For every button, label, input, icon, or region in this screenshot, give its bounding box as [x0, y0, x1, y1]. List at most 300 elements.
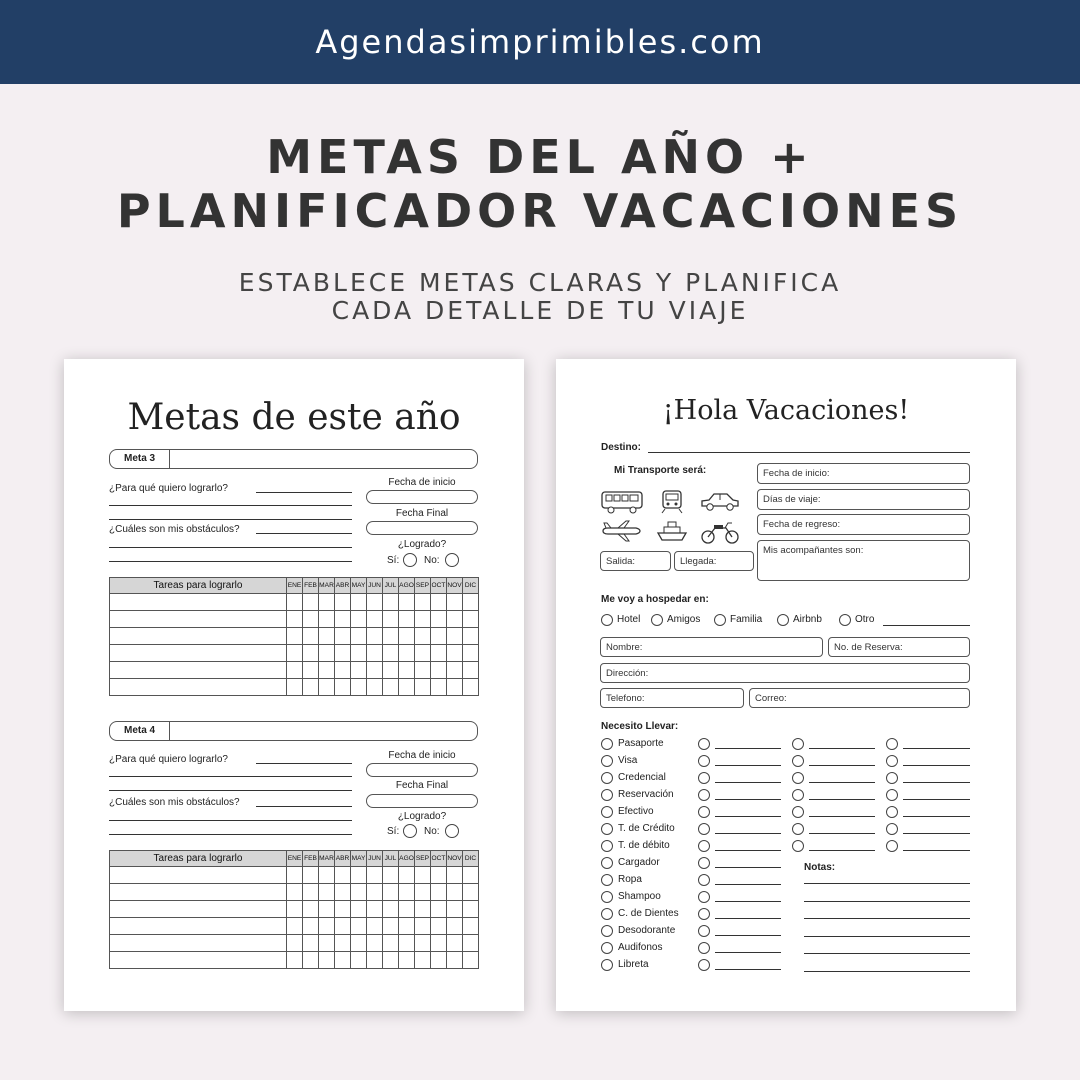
month-cell[interactable] — [447, 918, 463, 935]
stay-other-field[interactable] — [883, 625, 970, 626]
no-checkbox[interactable] — [445, 824, 459, 838]
month-cell[interactable] — [351, 918, 367, 935]
blank-packing-checkbox[interactable] — [698, 908, 710, 920]
month-cell[interactable] — [399, 901, 415, 918]
month-cell[interactable] — [447, 611, 463, 628]
month-cell[interactable] — [287, 594, 303, 611]
blank-packing-line[interactable] — [903, 833, 970, 834]
blank-packing-line[interactable] — [809, 833, 875, 834]
task-cell[interactable] — [110, 918, 287, 935]
month-cell[interactable] — [335, 935, 351, 952]
stay-option-checkbox[interactable] — [601, 614, 613, 626]
month-cell[interactable] — [463, 884, 479, 901]
month-cell[interactable] — [319, 628, 335, 645]
task-cell[interactable] — [110, 884, 287, 901]
table-row — [110, 884, 479, 901]
blank-packing-line[interactable] — [903, 782, 970, 783]
companions-field[interactable] — [757, 540, 970, 581]
packing-checkbox[interactable] — [601, 789, 613, 801]
stay-option-checkbox[interactable] — [839, 614, 851, 626]
month-cell[interactable] — [335, 884, 351, 901]
end-date-label: Fecha Final — [395, 508, 449, 519]
month-header: JUN — [367, 851, 383, 867]
blank-packing-line[interactable] — [715, 850, 781, 851]
month-cell[interactable] — [351, 645, 367, 662]
plane-icon — [600, 519, 642, 543]
task-cell[interactable] — [110, 628, 287, 645]
month-cell[interactable] — [367, 594, 383, 611]
notes-line[interactable] — [804, 953, 970, 954]
packing-item-label: C. de Dientes — [618, 908, 679, 919]
departure-field[interactable] — [600, 551, 671, 571]
task-cell[interactable] — [110, 594, 287, 611]
month-cell[interactable] — [287, 628, 303, 645]
month-cell[interactable] — [415, 935, 431, 952]
blank-packing-line[interactable] — [715, 901, 781, 902]
vacation-page — [556, 359, 1016, 1011]
address-field[interactable] — [600, 663, 970, 683]
notes-line[interactable] — [804, 936, 970, 937]
packing-checkbox[interactable] — [601, 908, 613, 920]
blank-packing-checkbox[interactable] — [886, 755, 898, 767]
blank-packing-line[interactable] — [903, 748, 970, 749]
blank-packing-checkbox[interactable] — [792, 789, 804, 801]
blank-packing-line[interactable] — [715, 765, 781, 766]
month-cell[interactable] — [287, 935, 303, 952]
month-cell[interactable] — [367, 901, 383, 918]
month-cell[interactable] — [351, 662, 367, 679]
month-cell[interactable] — [383, 935, 399, 952]
return-date-field[interactable] — [757, 514, 970, 535]
packing-item-label: Shampoo — [618, 891, 661, 902]
month-cell[interactable] — [431, 611, 447, 628]
month-cell[interactable] — [447, 952, 463, 969]
transport-label: Mi Transporte será: — [614, 465, 707, 476]
month-cell[interactable] — [383, 901, 399, 918]
blank-packing-line[interactable] — [903, 816, 970, 817]
destination-field[interactable] — [648, 452, 970, 453]
packing-item-label: T. de débito — [618, 840, 670, 851]
stay-option-label: Amigos — [667, 614, 701, 625]
table-row — [110, 662, 479, 679]
blank-packing-checkbox[interactable] — [698, 823, 710, 835]
task-cell[interactable] — [110, 952, 287, 969]
month-cell[interactable] — [399, 884, 415, 901]
goal-name-field[interactable] — [109, 721, 478, 741]
month-cell[interactable] — [287, 884, 303, 901]
month-cell[interactable] — [367, 662, 383, 679]
packing-checkbox[interactable] — [601, 806, 613, 818]
packing-checkbox[interactable] — [601, 891, 613, 903]
blank-packing-line[interactable] — [715, 748, 781, 749]
month-cell[interactable] — [399, 594, 415, 611]
blank-packing-line[interactable] — [715, 799, 781, 800]
month-cell[interactable] — [351, 884, 367, 901]
month-cell[interactable] — [463, 867, 479, 884]
month-cell[interactable] — [415, 611, 431, 628]
month-cell[interactable] — [319, 952, 335, 969]
month-cell[interactable] — [431, 645, 447, 662]
blank-packing-checkbox[interactable] — [698, 857, 710, 869]
blank-packing-checkbox[interactable] — [698, 942, 710, 954]
packing-checkbox[interactable] — [601, 959, 613, 971]
month-cell[interactable] — [303, 594, 319, 611]
month-header: MAR — [319, 851, 335, 867]
blank-packing-line[interactable] — [809, 782, 875, 783]
month-cell[interactable] — [399, 662, 415, 679]
month-cell[interactable] — [367, 867, 383, 884]
month-cell[interactable] — [319, 645, 335, 662]
notes-line[interactable] — [804, 883, 970, 884]
yes-checkbox[interactable] — [403, 824, 417, 838]
month-cell[interactable] — [383, 662, 399, 679]
obstacles-question: ¿Cuáles son mis obstáculos? — [109, 524, 240, 535]
month-cell[interactable] — [463, 611, 479, 628]
blank-packing-checkbox[interactable] — [886, 772, 898, 784]
stay-option-checkbox[interactable] — [714, 614, 726, 626]
month-cell[interactable] — [367, 884, 383, 901]
month-cell[interactable] — [383, 918, 399, 935]
tasks-header: Tareas para lograrlo — [110, 851, 287, 867]
task-cell[interactable] — [110, 679, 287, 696]
month-cell[interactable] — [367, 918, 383, 935]
month-cell[interactable] — [303, 935, 319, 952]
month-cell[interactable] — [447, 901, 463, 918]
month-cell[interactable] — [383, 952, 399, 969]
month-header: MAY — [351, 851, 367, 867]
yes-checkbox[interactable] — [403, 553, 417, 567]
month-cell[interactable] — [367, 645, 383, 662]
month-cell[interactable] — [287, 867, 303, 884]
blank-packing-line[interactable] — [809, 850, 875, 851]
month-cell[interactable] — [335, 628, 351, 645]
blank-packing-line[interactable] — [809, 748, 875, 749]
month-cell[interactable] — [287, 901, 303, 918]
month-cell[interactable] — [303, 679, 319, 696]
month-cell[interactable] — [399, 645, 415, 662]
month-cell[interactable] — [383, 645, 399, 662]
task-cell[interactable] — [110, 611, 287, 628]
blank-packing-line[interactable] — [809, 816, 875, 817]
month-cell[interactable] — [431, 679, 447, 696]
blank-packing-checkbox[interactable] — [792, 840, 804, 852]
notes-line[interactable] — [804, 901, 970, 902]
blank-packing-checkbox[interactable] — [698, 789, 710, 801]
start-date-field[interactable] — [366, 763, 478, 777]
packing-checkbox[interactable] — [601, 925, 613, 937]
blank-packing-line[interactable] — [715, 952, 781, 953]
month-cell[interactable] — [319, 884, 335, 901]
month-cell[interactable] — [335, 611, 351, 628]
blank-packing-checkbox[interactable] — [792, 806, 804, 818]
month-header: OCT — [431, 851, 447, 867]
task-cell[interactable] — [110, 645, 287, 662]
month-cell[interactable] — [367, 628, 383, 645]
packing-item-label: Cargador — [618, 857, 660, 868]
month-cell[interactable] — [319, 918, 335, 935]
month-cell[interactable] — [319, 901, 335, 918]
blank-packing-checkbox[interactable] — [792, 772, 804, 784]
month-cell[interactable] — [319, 867, 335, 884]
month-cell[interactable] — [287, 645, 303, 662]
purpose-question: ¿Para qué quiero lograrlo? — [109, 483, 228, 494]
month-cell[interactable] — [383, 628, 399, 645]
packing-checkbox[interactable] — [601, 840, 613, 852]
month-cell[interactable] — [399, 679, 415, 696]
reservation-number-field[interactable] — [828, 637, 970, 657]
blank-packing-line[interactable] — [715, 969, 781, 970]
packing-checkbox[interactable] — [601, 857, 613, 869]
month-cell[interactable] — [415, 901, 431, 918]
month-cell[interactable] — [399, 918, 415, 935]
stay-option-checkbox[interactable] — [777, 614, 789, 626]
month-cell[interactable] — [303, 901, 319, 918]
no-checkbox[interactable] — [445, 553, 459, 567]
month-cell[interactable] — [447, 867, 463, 884]
month-cell[interactable] — [303, 611, 319, 628]
arrival-field[interactable] — [674, 551, 754, 571]
month-cell[interactable] — [319, 594, 335, 611]
month-cell[interactable] — [415, 867, 431, 884]
month-cell[interactable] — [463, 679, 479, 696]
packing-checkbox[interactable] — [601, 942, 613, 954]
blank-packing-line[interactable] — [809, 799, 875, 800]
month-cell[interactable] — [335, 594, 351, 611]
month-cell[interactable] — [367, 611, 383, 628]
month-cell[interactable] — [447, 594, 463, 611]
packing-checkbox[interactable] — [601, 823, 613, 835]
month-cell[interactable] — [431, 867, 447, 884]
month-header: SEP — [415, 851, 431, 867]
yes-label: Sí: — [387, 826, 400, 837]
month-cell[interactable] — [335, 662, 351, 679]
packing-checkbox[interactable] — [601, 772, 613, 784]
packing-item-label: T. de Crédito — [618, 823, 675, 834]
blank-packing-line[interactable] — [809, 765, 875, 766]
blank-packing-checkbox[interactable] — [886, 789, 898, 801]
blank-packing-line[interactable] — [903, 850, 970, 851]
month-cell[interactable] — [383, 679, 399, 696]
month-cell[interactable] — [335, 952, 351, 969]
month-cell[interactable] — [351, 611, 367, 628]
reservation-number-label: No. de Reserva: — [834, 642, 903, 653]
purpose-question: ¿Para qué quiero lograrlo? — [109, 754, 228, 765]
blank-packing-line[interactable] — [715, 867, 781, 868]
blank-packing-checkbox[interactable] — [792, 823, 804, 835]
month-cell[interactable] — [303, 628, 319, 645]
month-cell[interactable] — [367, 952, 383, 969]
month-cell[interactable] — [303, 662, 319, 679]
month-cell[interactable] — [383, 884, 399, 901]
month-cell[interactable] — [335, 645, 351, 662]
month-cell[interactable] — [463, 662, 479, 679]
notes-line[interactable] — [804, 971, 970, 972]
blank-packing-line[interactable] — [903, 765, 970, 766]
month-cell[interactable] — [399, 628, 415, 645]
hero-subtitle-line2: CADA DETALLE DE TU VIAJE — [331, 296, 749, 325]
site-banner — [0, 0, 1080, 84]
month-cell[interactable] — [415, 662, 431, 679]
goals-page-title: Metas de este año — [127, 397, 461, 438]
blank-packing-checkbox[interactable] — [886, 806, 898, 818]
month-cell[interactable] — [463, 918, 479, 935]
month-cell[interactable] — [447, 935, 463, 952]
blank-packing-line[interactable] — [715, 816, 781, 817]
month-cell[interactable] — [335, 679, 351, 696]
month-cell[interactable] — [383, 594, 399, 611]
blank-packing-checkbox[interactable] — [698, 959, 710, 971]
stay-option-checkbox[interactable] — [651, 614, 663, 626]
month-cell[interactable] — [351, 594, 367, 611]
blank-packing-line[interactable] — [715, 833, 781, 834]
month-cell[interactable] — [351, 935, 367, 952]
notes-line[interactable] — [804, 918, 970, 919]
month-cell[interactable] — [415, 884, 431, 901]
blank-packing-line[interactable] — [715, 935, 781, 936]
month-cell[interactable] — [463, 594, 479, 611]
month-cell[interactable] — [463, 628, 479, 645]
month-cell[interactable] — [447, 662, 463, 679]
month-cell[interactable] — [399, 935, 415, 952]
month-cell[interactable] — [415, 628, 431, 645]
month-cell[interactable] — [463, 952, 479, 969]
packing-checkbox[interactable] — [601, 738, 613, 750]
task-cell[interactable] — [110, 662, 287, 679]
month-cell[interactable] — [415, 594, 431, 611]
month-cell[interactable] — [399, 952, 415, 969]
start-date-field[interactable] — [757, 463, 970, 484]
month-cell[interactable] — [287, 679, 303, 696]
blank-packing-line[interactable] — [903, 799, 970, 800]
month-cell[interactable] — [303, 645, 319, 662]
month-cell[interactable] — [351, 628, 367, 645]
month-cell[interactable] — [335, 901, 351, 918]
site-name: Agendasimprimibles.com — [315, 23, 765, 61]
blank-packing-checkbox[interactable] — [698, 891, 710, 903]
month-cell[interactable] — [287, 918, 303, 935]
month-header: ENE — [287, 578, 303, 594]
packing-checkbox[interactable] — [601, 755, 613, 767]
month-cell[interactable] — [319, 935, 335, 952]
month-cell[interactable] — [415, 918, 431, 935]
table-row — [110, 594, 479, 611]
start-date-label: Fecha de inicio: — [763, 468, 830, 479]
blank-packing-line[interactable] — [715, 884, 781, 885]
blank-packing-checkbox[interactable] — [886, 738, 898, 750]
end-date-field[interactable] — [366, 794, 478, 808]
table-row — [110, 679, 479, 696]
blank-packing-checkbox[interactable] — [792, 755, 804, 767]
task-cell[interactable] — [110, 901, 287, 918]
blank-packing-checkbox[interactable] — [698, 925, 710, 937]
month-cell[interactable] — [431, 594, 447, 611]
blank-packing-line[interactable] — [715, 918, 781, 919]
month-cell[interactable] — [303, 867, 319, 884]
month-cell[interactable] — [351, 901, 367, 918]
month-cell[interactable] — [415, 952, 431, 969]
month-cell[interactable] — [431, 952, 447, 969]
month-cell[interactable] — [351, 867, 367, 884]
month-cell[interactable] — [399, 867, 415, 884]
stay-heading: Me voy a hospedar en: — [601, 594, 709, 605]
blank-packing-checkbox[interactable] — [698, 806, 710, 818]
month-cell[interactable] — [431, 901, 447, 918]
bus-icon — [600, 489, 644, 515]
month-cell[interactable] — [351, 679, 367, 696]
month-cell[interactable] — [367, 935, 383, 952]
blank-packing-checkbox[interactable] — [698, 840, 710, 852]
month-cell[interactable] — [319, 679, 335, 696]
month-cell[interactable] — [335, 867, 351, 884]
month-cell[interactable] — [303, 952, 319, 969]
blank-packing-checkbox[interactable] — [886, 840, 898, 852]
blank-packing-checkbox[interactable] — [698, 738, 710, 750]
start-date-field[interactable] — [366, 490, 478, 504]
month-cell[interactable] — [463, 935, 479, 952]
departure-label: Salida: — [606, 556, 636, 567]
month-cell[interactable] — [335, 918, 351, 935]
blank-packing-line[interactable] — [715, 782, 781, 783]
goal-name-field[interactable] — [109, 449, 478, 469]
month-cell[interactable] — [287, 611, 303, 628]
month-cell[interactable] — [447, 645, 463, 662]
phone-field[interactable] — [600, 688, 744, 708]
month-cell[interactable] — [303, 884, 319, 901]
task-cell[interactable] — [110, 867, 287, 884]
month-cell[interactable] — [431, 935, 447, 952]
address-label: Dirección: — [606, 668, 649, 679]
month-cell[interactable] — [319, 611, 335, 628]
month-cell[interactable] — [303, 918, 319, 935]
month-cell[interactable] — [383, 611, 399, 628]
email-field[interactable] — [749, 688, 970, 708]
blank-packing-checkbox[interactable] — [698, 772, 710, 784]
month-cell[interactable] — [447, 628, 463, 645]
month-cell[interactable] — [287, 952, 303, 969]
month-cell[interactable] — [415, 645, 431, 662]
packing-item-label: Audifonos — [618, 942, 663, 953]
blank-packing-checkbox[interactable] — [792, 738, 804, 750]
month-cell[interactable] — [447, 679, 463, 696]
end-date-label: Fecha Final — [395, 780, 449, 791]
month-cell[interactable] — [319, 662, 335, 679]
hero-subtitle-line1: ESTABLECE METAS CLARAS Y PLANIFICA — [238, 268, 842, 297]
task-cell[interactable] — [110, 935, 287, 952]
month-cell[interactable] — [415, 679, 431, 696]
month-cell[interactable] — [367, 679, 383, 696]
blank-packing-checkbox[interactable] — [698, 874, 710, 886]
month-cell[interactable] — [383, 867, 399, 884]
month-cell[interactable] — [447, 884, 463, 901]
packing-checkbox[interactable] — [601, 874, 613, 886]
travel-days-field[interactable] — [757, 489, 970, 510]
end-date-field[interactable] — [366, 521, 478, 535]
month-cell[interactable] — [431, 918, 447, 935]
lodging-name-field[interactable] — [600, 637, 823, 657]
month-cell[interactable] — [431, 662, 447, 679]
table-row — [110, 935, 479, 952]
month-cell[interactable] — [463, 901, 479, 918]
blank-packing-checkbox[interactable] — [886, 823, 898, 835]
month-cell[interactable] — [287, 662, 303, 679]
month-cell[interactable] — [399, 611, 415, 628]
car-icon — [699, 491, 741, 513]
month-cell[interactable] — [431, 884, 447, 901]
month-cell[interactable] — [351, 952, 367, 969]
month-cell[interactable] — [463, 645, 479, 662]
month-cell[interactable] — [431, 628, 447, 645]
blank-packing-checkbox[interactable] — [698, 755, 710, 767]
